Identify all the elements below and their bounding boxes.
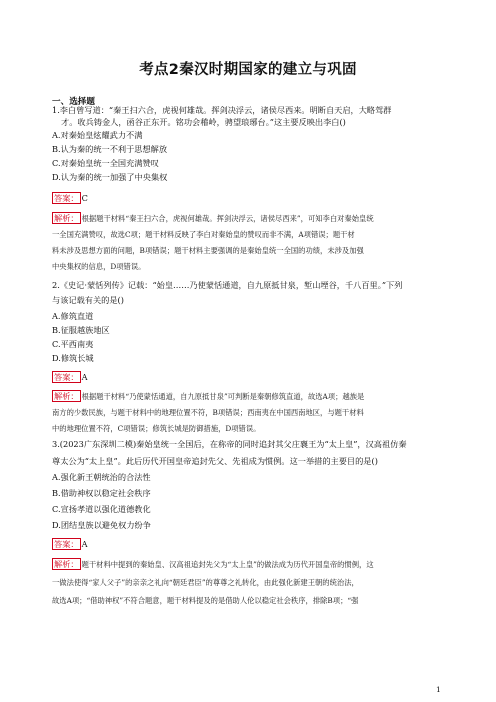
section-heading: 一、选择题: [52, 97, 95, 107]
q2-option-c: C.平西南夷: [52, 339, 94, 349]
q2-option-b: B.征服越族地区: [52, 325, 110, 335]
q3-stem-line-2: 尊太公为“太上皇”。此后历代开国皇帝追封先父、先祖成为惯例。这一举措的主要目的是(): [52, 456, 378, 466]
q1-explain-line-1: 根据题干材料“秦王扫六合，虎视何雄哉。挥剑决浮云，诸侯尽西来”，可知李白对秦始皇统: [81, 214, 374, 223]
q1-option-b: B.认为秦的统一不利于思想解放: [52, 144, 168, 154]
explain-tag: 解析：: [54, 213, 79, 223]
q3-explanation-first: [52, 558, 374, 571]
q2-option-d: D.修筑长城: [52, 353, 94, 363]
answer-tag: 答案：: [54, 539, 79, 549]
q2-explain-line-2: 南方的少数民族，与题干材料中的地理位置不符，B项错误；西南夷在中国西南地区，与题干材料: [52, 408, 364, 417]
q1-answer: [52, 192, 88, 204]
answer-tag: 答案：: [54, 193, 79, 203]
q2-answer-value: A: [81, 372, 88, 382]
q1-explain-line-2: 一全国充满赞叹，故选C项；题干材料反映了李白对秦始皇的赞叹而非不满，A项错误；题干材: [52, 230, 355, 239]
q3-option-a: A.强化新王朝统治的合法性: [52, 472, 151, 482]
q2-explanation-first: [52, 390, 364, 403]
q2-stem-line-1: 2.《史记·蒙恬列传》记载：“始皇……乃使蒙恬通道，自九原抵甘泉，堑山堙谷，千八百里。”下列: [52, 280, 403, 290]
page-title: 考点2秦汉时期国家的建立与巩固: [139, 62, 357, 78]
explain-tag: 解析：: [54, 559, 79, 569]
answer-tag: 答案：: [54, 372, 79, 382]
q3-explain-line-3: 故选A项；“借助神权”不符合题意，题干材料提及的是借助人伦以稳定社会秩序，排除B项；“强: [52, 596, 359, 605]
q3-explain-line-2: 一做法使得“家人父子”的亲亲之礼向“朝廷君臣”的尊尊之礼转化，由此强化新建王朝的统治法，: [52, 578, 359, 587]
q3-explain-line-1: 题干材料中提到的秦始皇、汉高祖追封先父为“太上皇”的做法成为历代开国皇帝的惯例，这: [81, 560, 374, 569]
q2-stem-line-2: 与该记载有关的是(): [52, 295, 124, 305]
q1-explanation-first: [52, 212, 374, 225]
q3-answer-value: A: [81, 539, 88, 549]
q2-option-a: A.修筑直道: [52, 311, 94, 321]
q2-answer: [52, 371, 88, 383]
q2-explain-line-1: 根据题干材料“乃使蒙恬通道，自九原抵甘泉”可判断是秦朝修筑直道，故选A项；越族是: [81, 392, 365, 401]
q3-option-b: B.借助神权以稳定社会秩序: [52, 488, 151, 498]
q1-answer-value: C: [81, 193, 88, 203]
q2-explain-line-3: 中的地理位置不符，C项错误；修筑长城是防御措施，D项错误。: [52, 424, 261, 433]
q3-option-c: C.宣扬孝道以强化道德教化: [52, 504, 151, 514]
explain-tag: 解析：: [54, 391, 79, 401]
q1-stem-line-2: 才。收兵铸金人，函谷正东开。铭功会稽岭，骋望琅琊台。”这主要反映出李白(): [61, 117, 346, 127]
q3-answer: [52, 538, 88, 550]
q1-option-a: A.对秦始皇炫耀武力不满: [52, 130, 143, 140]
q1-option-c: C.对秦始皇统一全国充满赞叹: [52, 158, 159, 168]
q3-stem-line-1: 3.(2023广东深圳二模)秦始皇统一全国后，在称帝的同时追封其父庄襄王为“太上皇”，汉高祖仿秦: [52, 439, 407, 449]
q1-explain-line-3: 料未涉及思想方面的问题，B项错误；题干材料主要强调的是秦始皇统一全国的功绩，未涉及加强: [52, 246, 364, 255]
q3-option-d: D.团结皇族以避免权力纷争: [52, 520, 151, 530]
q1-option-d: D.认为秦的统一加强了中央集权: [52, 172, 168, 182]
q1-stem-line-1: 1.李白曾写道：“秦王扫六合，虎视何雄哉。挥剑决浮云，诸侯尽西来。明断自天启，大略驾群: [52, 105, 392, 115]
q1-explain-line-4: 中央集权的信息，D项错误。: [52, 262, 146, 271]
page-number: 1: [436, 685, 441, 694]
